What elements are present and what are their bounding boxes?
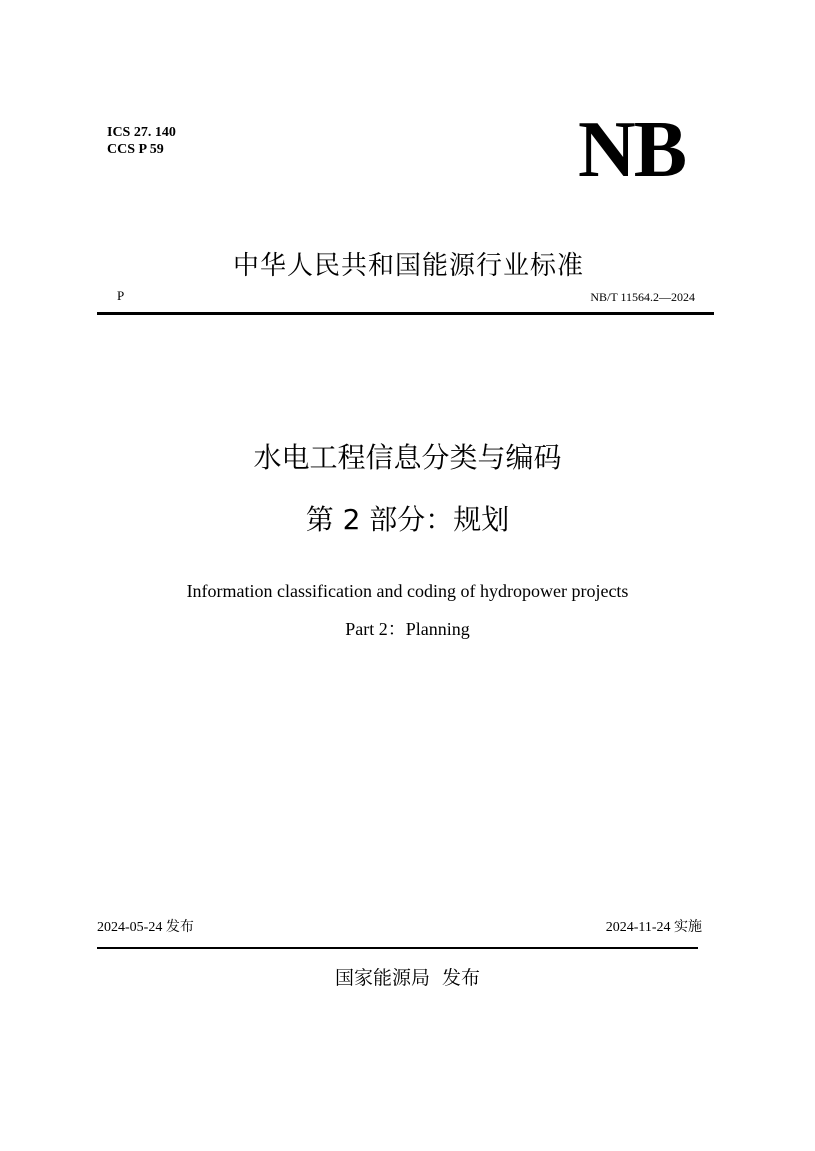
ics-code: ICS 27. 140 [107,125,176,140]
issuer-title: 中华人民共和国能源行业标准 [232,251,584,281]
document-title-en: Information classification and coding of hydropower projects [186,581,629,601]
document-subtitle-cn: 第 2 部分：规划 [305,503,510,536]
standard-number: NB/T 11564.2—2024 [590,290,695,304]
issue-date: 2024-05-24 发布 [97,920,194,935]
category-letter: P [117,288,125,303]
footer-divider [97,947,698,949]
header-divider [97,312,714,315]
document-subtitle-en: Part 2：Planning [345,619,470,639]
publisher: 国家能源局 发布 [334,967,481,989]
document-title-cn: 水电工程信息分类与编码 [253,441,562,474]
classification-codes [107,124,176,158]
effective-date: 2024-11-24 实施 [605,920,702,935]
nb-standard-logo: NB [578,106,686,194]
ccs-code: CCS P 59 [107,142,164,157]
